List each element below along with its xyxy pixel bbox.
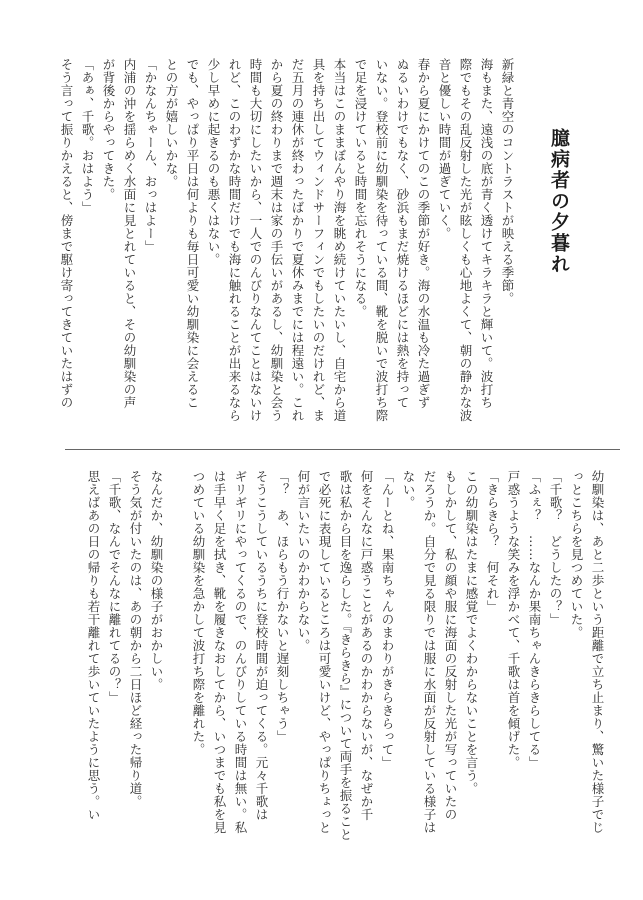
text-line: 幼馴染は、あと二歩という距離で立ち止まり、驚いた様子でじ (590, 470, 605, 834)
text-line: 海もまた、遠浅の底が青く透けてキラキラと輝いて。波打ち (479, 58, 494, 409)
text-line: との方が嬉しいかな。 (164, 58, 179, 188)
section-divider (65, 449, 620, 450)
text-block-lower (86, 470, 608, 841)
text-line: 本当はこのままぼんやり海を眺め続けていたいし、自宅から道 (332, 58, 347, 422)
text-line: 戸惑うような笑みを浮かべて、千歌は首を傾げた。 (506, 470, 521, 769)
text-line: いない。登校前に幼馴染を待っている間、靴を脱いで波打ち際 (374, 58, 389, 422)
text-line: から夏の終わりまで週末は家の手伝いがあるし、幼馴染と会う (269, 58, 284, 422)
text-line: だ五月の連休が終わったばかりで夏休みまでには程遠い。これ (290, 58, 305, 422)
text-line: 新緑と青空のコントラストが映える季節。 (500, 58, 515, 305)
text-line: っとこちらを見つめていた。 (569, 470, 584, 639)
text-line: でも、やっぱり平日は何よりも毎日可愛い幼馴染に会えるこ (185, 58, 200, 409)
text-line: 時間も大切にしたいから、一人でのんびりなんてことはないけ (248, 58, 263, 422)
text-line: そう言って振りかえると、傍まで駆け寄ってきていたはずの (59, 58, 74, 409)
text-line: 歌は私から目を逸らした。『きらきら』について両手を振ること (338, 470, 353, 841)
text-line: 「千歌？ どうしたの？」 (548, 470, 563, 626)
text-line: この幼馴染はたまに感覚でよくわからないことを言う。 (464, 470, 479, 795)
text-line: 「きらきら？ 何それ」 (485, 470, 500, 613)
text-line: つめている幼馴染を急かして波打ち際を離れた。 (191, 470, 206, 756)
text-line: 「かなんちゃーん、おっはよー」 (143, 58, 158, 253)
text-block-upper (59, 58, 518, 422)
text-line: 少し早めに起きるのも悪くはない。 (206, 58, 221, 266)
text-line: 「？ あ、ほらもう行かないと遅刻しちゃう」 (275, 470, 290, 743)
story-title: 臆病者の夕暮れ (548, 128, 570, 275)
text-line: 春から夏にかけてのこの季節が好き。海の水温も冷た過ぎず (416, 58, 431, 409)
text-line: もしかして、私の顔や服に海面の反射した光が写っていたの (443, 470, 458, 821)
text-line: そうこうしているうちに登校時間が迫ってくる。元々千歌は (254, 470, 269, 821)
text-line: 何が言いたいのかわからない。 (296, 470, 311, 652)
text-line: 際でもその乱反射した光が眩しくも心地よくて、朝の静かな波 (458, 58, 473, 422)
text-line: は手早く足を拭き、靴を履きなおしてから、いつまでも私を見 (212, 470, 227, 834)
blank-line (167, 470, 188, 805)
text-line: 「千歌、なんでそんなに離れてるの？」 (107, 470, 122, 704)
text-line: 思えばあの日の帰りも若干離れて歩いていたように思う。い (86, 470, 101, 821)
text-line: なんだか、幼馴染の様子がおかしい。 (149, 470, 164, 691)
text-line: ぬるいわけでもなく、砂浜もまだ焼けるほどには熱を持って (395, 58, 410, 409)
text-line: で必死に表現しているところは可愛いけど、やっぱりちょっと (317, 470, 332, 834)
text-line: ない。 (401, 470, 416, 509)
text-line: ギリギリにやってくるので、のんびりしている時間は無い。私 (233, 470, 248, 834)
text-line: 「ふぇ？ ……なんか果南ちゃんきらきらしてる」 (527, 470, 542, 769)
text-line: 内浦の沖を揺らめく水面に見とれていると、その幼馴染の声 (122, 58, 137, 409)
text-line: 音と優しい時間が過ぎていく。 (437, 58, 452, 240)
text-line: 具を持ち出してウィンドサーフィンでもしたいのだけれど、ま (311, 58, 326, 422)
text-line: れど、このわずかな時間だけでも海に触れることが出来るなら (227, 58, 242, 422)
text-line: 何をそんなに戸惑うことがあるのかわからないが、なぜか千 (359, 470, 374, 821)
text-line: で足を浸けていると時間を忘れそうになる。 (353, 58, 368, 318)
text-line: 「あぁ、千歌。おはよう」 (80, 58, 95, 214)
text-line: 「んーとね、果南ちゃんのまわりがきらきらって」 (380, 470, 395, 769)
text-line: そう気が付いたのは、あの朝から二日ほど経った帰り道。 (128, 470, 143, 808)
text-line: だろうか。自分で見る限りでは服に水面が反射している様子は (422, 470, 437, 834)
text-line: が背後からやってきた。 (101, 58, 116, 201)
